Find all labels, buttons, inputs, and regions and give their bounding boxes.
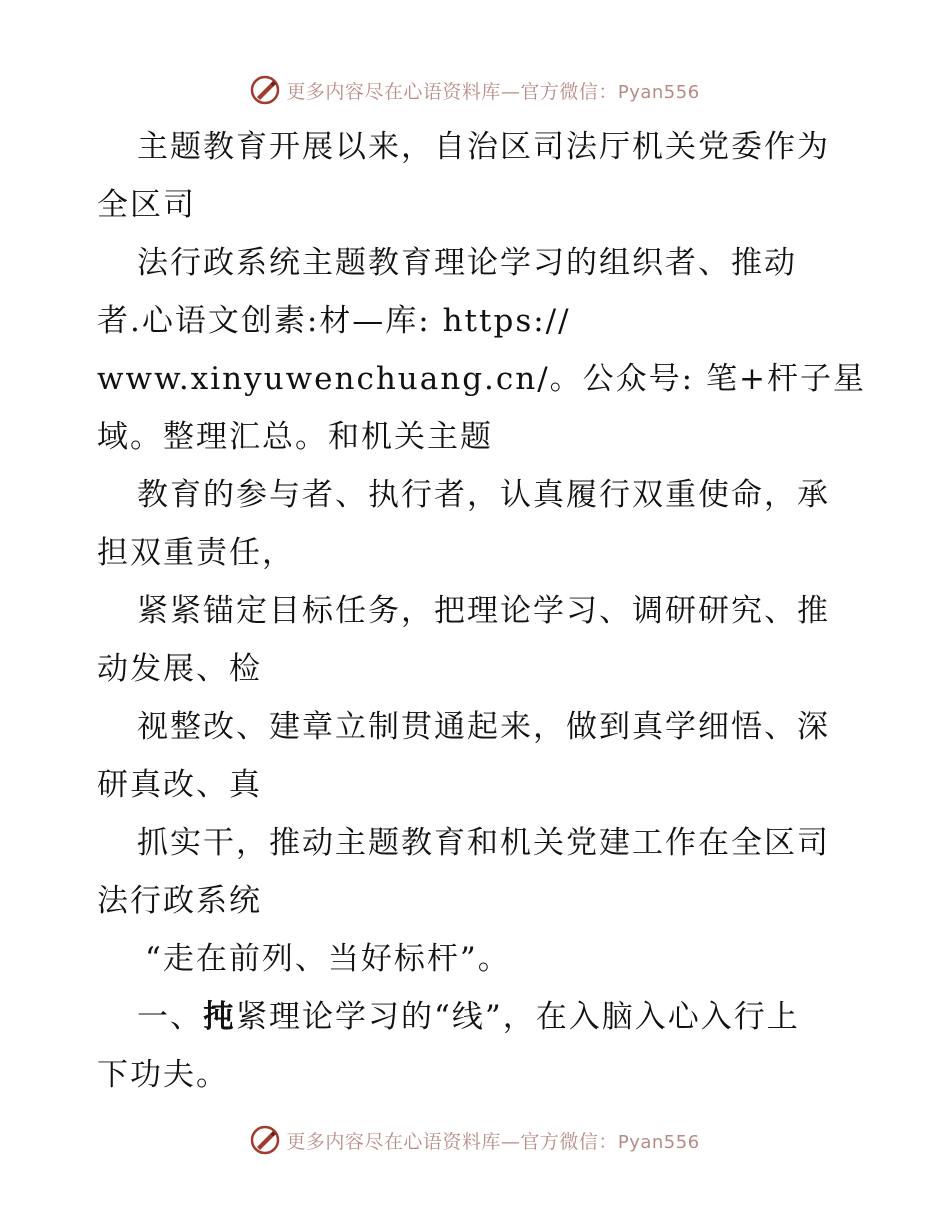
section-number: 一、 bbox=[137, 999, 203, 1035]
header-banner bbox=[0, 70, 950, 110]
paragraph-1-line-1: 主题教育开展以来，自治区司法厅机关党委作为 bbox=[137, 129, 830, 165]
banner-handle: Pyan556 bbox=[617, 81, 700, 103]
section-heading-line-1 bbox=[137, 988, 800, 1046]
paragraph-6-line-1: 抓实干，推动主题教育和机关党建工作在全区司 bbox=[137, 825, 830, 861]
paragraph-3-line-1: 教育的参与者、执行者，认真履行双重使命，承 bbox=[137, 477, 830, 513]
section-bold-char: 扽 bbox=[203, 999, 236, 1035]
paragraph-2-line-4: 域。整理汇总。和机关主题 bbox=[97, 419, 493, 455]
banner-caption: 更多内容尽在心语资料库—官方微信： bbox=[286, 1130, 618, 1153]
paragraph-2-line-2: 者.心语文创素:材—库: https:// bbox=[97, 303, 571, 339]
banner-text bbox=[286, 77, 699, 104]
pen-logo-icon bbox=[250, 75, 280, 105]
paragraph-7-line-1: “走在前列、当好标杆”。 bbox=[145, 941, 511, 977]
paragraph-4-line-2: 动发展、检 bbox=[97, 651, 262, 687]
paragraph-1-line-2: 全区司 bbox=[97, 187, 196, 223]
paragraph-2-line-1: 法行政系统主题教育理论学习的组织者、推动 bbox=[137, 245, 797, 281]
paragraph-5-line-2: 研真改、真 bbox=[97, 767, 262, 803]
banner-caption: 更多内容尽在心语资料库—官方微信： bbox=[286, 80, 618, 103]
paragraph-6-line-2: 法行政系统 bbox=[97, 883, 262, 919]
banner-text bbox=[286, 1127, 699, 1154]
footer-banner bbox=[0, 1120, 950, 1160]
paragraph-4-line-1: 紧紧锚定目标任务，把理论学习、调研研究、推 bbox=[137, 593, 830, 629]
paragraph-3-line-2: 担双重责任， bbox=[97, 535, 295, 571]
section-heading-line-2: 下功夫。 bbox=[97, 1057, 229, 1093]
banner-handle: Pyan556 bbox=[617, 1131, 700, 1153]
paragraph-5-line-1: 视整改、建章立制贯通起来，做到真学细悟、深 bbox=[137, 709, 830, 745]
pen-logo-icon bbox=[250, 1125, 280, 1155]
section-heading-rest: 紧理论学习的“线”，在入脑入心入行上 bbox=[236, 999, 800, 1035]
paragraph-2-line-3: www.xinyuwenchuang.cn/。公众号: 笔+杆子星 bbox=[97, 361, 866, 397]
